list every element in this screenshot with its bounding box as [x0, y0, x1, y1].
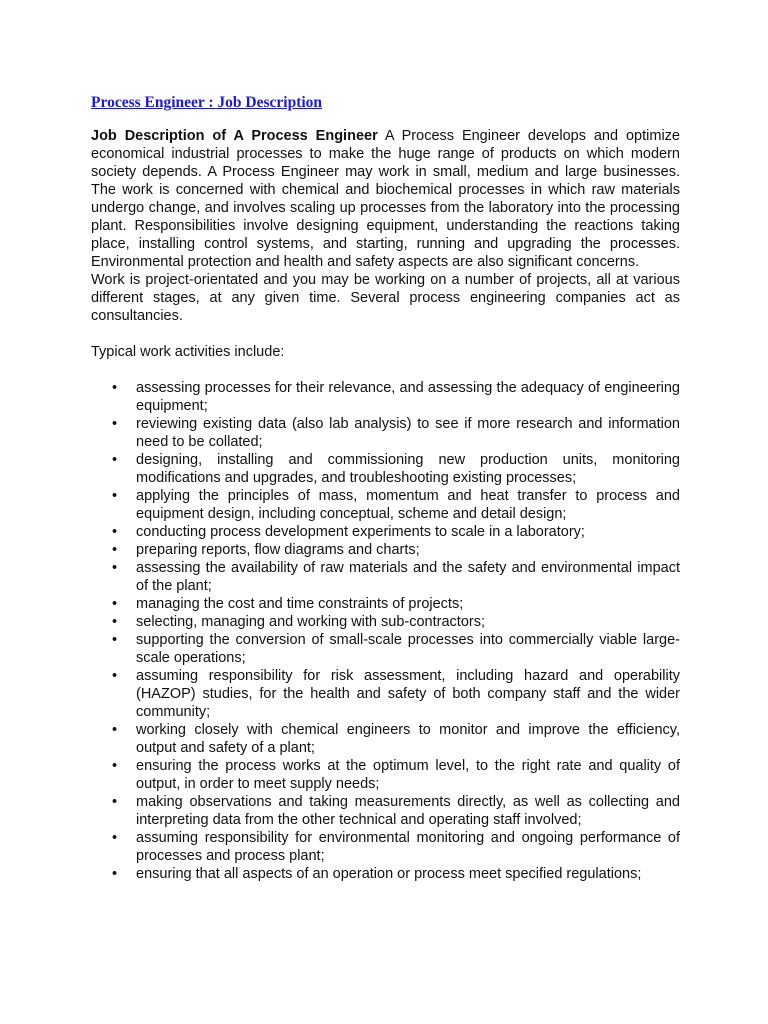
- bullet-icon: •: [112, 596, 118, 612]
- bullet-icon: •: [112, 758, 118, 774]
- intro-text: A Process Engineer develops and optimize economical industrial processes to make the huge range of products on which modern society depends. A Process Engineer may work in small, medium and large businesses. The work is concerned with chemical and biochemical processes in which raw materials undergo change, and involves scaling up processes from the laboratory into the processing plant. Responsibilities involve designing equipment, understanding the reactions taking place, installing control systems, and starting, running and upgrading the processes. Environmental protection and health and safety aspects are also significant concerns.: [91, 128, 680, 270]
- list-item: [91, 829, 680, 865]
- list-item: [91, 451, 680, 487]
- list-item-text: making observations and taking measurements directly, as well as collecting and interpreting data from the other technical and operating staff involved;: [136, 794, 680, 828]
- list-item-text: managing the cost and time constraints of projects;: [136, 596, 464, 612]
- list-item-text: assuming responsibility for environmental monitoring and ongoing performance of processes and process plant;: [136, 830, 680, 864]
- list-item-text: assessing processes for their relevance, and assessing the adequacy of engineering equipment;: [136, 380, 680, 414]
- list-item: [91, 793, 680, 829]
- bullet-icon: •: [112, 560, 118, 576]
- list-item-text: ensuring the process works at the optimum level, to the right rate and quality of output, in order to meet supply needs;: [136, 758, 680, 792]
- list-item: [91, 865, 680, 883]
- bullet-icon: •: [112, 542, 118, 558]
- list-item: [91, 415, 680, 451]
- bullet-icon: •: [112, 722, 118, 738]
- list-item: [91, 667, 680, 721]
- intro-lead: Job Description of A Process Engineer: [91, 128, 378, 144]
- bullet-icon: •: [112, 668, 118, 684]
- list-item: [91, 595, 680, 613]
- list-item: [91, 757, 680, 793]
- list-item-text: reviewing existing data (also lab analysis) to see if more research and information need to be collated;: [136, 416, 680, 450]
- list-item: [91, 379, 680, 415]
- bullet-icon: •: [112, 632, 118, 648]
- bullet-icon: •: [112, 830, 118, 846]
- list-item: [91, 523, 680, 541]
- bullet-icon: •: [112, 416, 118, 432]
- bullet-icon: •: [112, 380, 118, 396]
- bullet-icon: •: [112, 614, 118, 630]
- work-paragraph: Work is project-orientated and you may be working on a number of projects, all at various different stages, at any given time. Several process engineering companies act as consultancies.: [91, 272, 680, 324]
- bullet-icon: •: [112, 488, 118, 504]
- list-item-text: assessing the availability of raw materials and the safety and environmental impact of the plant;: [136, 560, 680, 594]
- list-item: [91, 631, 680, 667]
- list-item: [91, 541, 680, 559]
- list-item-text: supporting the conversion of small-scale processes into commercially viable large-scale operations;: [136, 632, 680, 666]
- list-item-text: working closely with chemical engineers to monitor and improve the efficiency, output and safety of a plant;: [136, 722, 680, 756]
- list-item-text: applying the principles of mass, momentum and heat transfer to process and equipment design, including conceptual, scheme and detail design;: [136, 488, 680, 522]
- activities-label: Typical work activities include:: [91, 344, 285, 360]
- list-item: [91, 487, 680, 523]
- bullet-icon: •: [112, 794, 118, 810]
- list-item-text: preparing reports, flow diagrams and charts;: [136, 542, 420, 558]
- document-title[interactable]: Process Engineer : Job Description: [91, 94, 323, 111]
- list-item: [91, 559, 680, 595]
- list-item-text: designing, installing and commissioning new production units, monitoring modifications and upgrades, and troubleshooting existing processes;: [136, 452, 680, 486]
- list-item-text: ensuring that all aspects of an operation or process meet specified regulations;: [136, 866, 642, 882]
- list-item: [91, 721, 680, 757]
- bullet-icon: •: [112, 524, 118, 540]
- activities-list: [91, 379, 680, 883]
- bullet-icon: •: [112, 866, 118, 882]
- list-item-text: conducting process development experiments to scale in a laboratory;: [136, 524, 585, 540]
- list-item-text: assuming responsibility for risk assessment, including hazard and operability (HAZOP) studies, for the health and safety of both company staff and the wider community;: [136, 668, 680, 720]
- bullet-icon: •: [112, 452, 118, 468]
- list-item-text: selecting, managing and working with sub-contractors;: [136, 614, 485, 630]
- list-item: [91, 613, 680, 631]
- intro-paragraph: [91, 127, 680, 271]
